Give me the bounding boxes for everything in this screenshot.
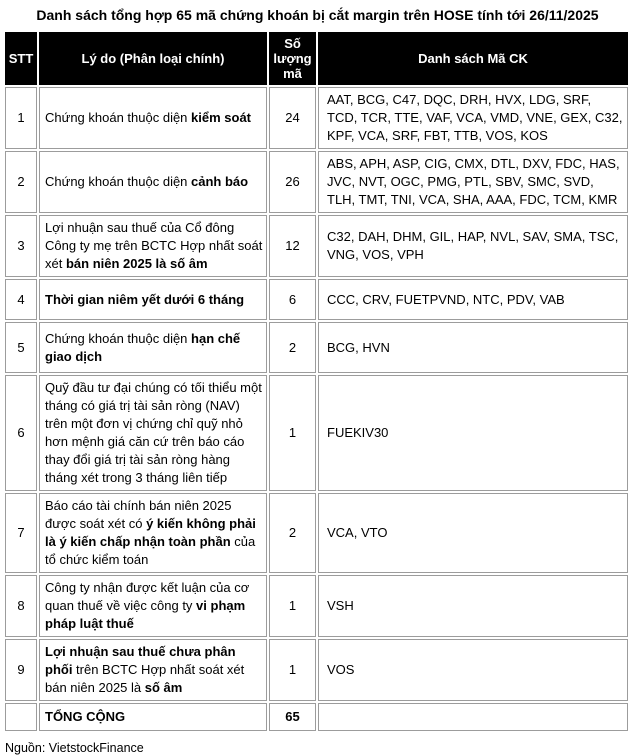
count-cell: 1	[269, 575, 316, 637]
table-row	[5, 575, 628, 637]
count-cell: 12	[269, 215, 316, 277]
count-cell: 24	[269, 87, 316, 149]
row-number-cell: 8	[5, 575, 37, 637]
tickers-cell: FUEKIV30	[318, 375, 628, 491]
reason-cell: Quỹ đầu tư đại chúng có tối thiểu một tháng có giá trị tài sản ròng (NAV) trên một đơn vị chứng chỉ quỹ nhỏ hơn mệnh giá căn cứ trên báo cáo thay đổi giá trị tài sản ròng hàng tháng xét trong 3 tháng liên tiếp	[39, 375, 267, 491]
header-cell-reason: Lý do (Phân loại chính)	[39, 32, 267, 85]
reason-cell: Chứng khoán thuộc diện kiểm soát	[39, 87, 267, 149]
row-number-cell: 4	[5, 279, 37, 320]
tickers-cell: BCG, HVN	[318, 322, 628, 373]
reason-cell: Chứng khoán thuộc diện hạn chế giao dịch	[39, 322, 267, 373]
table-row	[5, 279, 628, 320]
total-empty-stt-cell	[5, 703, 37, 731]
row-number-cell: 9	[5, 639, 37, 701]
header-cell-tickers: Danh sách Mã CK	[318, 32, 628, 85]
table-row	[5, 322, 628, 373]
table-row	[5, 639, 628, 701]
total-label-cell: TỔNG CỘNG	[39, 703, 267, 731]
row-number-cell: 6	[5, 375, 37, 491]
table-row	[5, 493, 628, 573]
total-count-cell: 65	[269, 703, 316, 731]
header-cell-count: Số lượng mã	[269, 32, 316, 85]
tickers-cell: ABS, APH, ASP, CIG, CMX, DTL, DXV, FDC, HAS, JVC, NVT, OGC, PMG, PTL, SBV, SMC, SVD, TLH, TMT, TNI, VCA, SHA, AAA, FDC, TCM, KMR	[318, 151, 628, 213]
count-cell: 2	[269, 322, 316, 373]
tickers-cell: VSH	[318, 575, 628, 637]
reason-cell: Lợi nhuận sau thuế chưa phân phối trên BCTC Hợp nhất soát xét bán niên 2025 là số âm	[39, 639, 267, 701]
table-total-section	[5, 703, 628, 731]
tickers-cell: VOS	[318, 639, 628, 701]
table-row	[5, 87, 628, 149]
table-row	[5, 151, 628, 213]
tickers-cell: AAT, BCG, C47, DQC, DRH, HVX, LDG, SRF, TCD, TCR, TTE, VAF, VCA, VMD, VNE, GEX, C32, KPF, VCA, SRF, FBT, TTB, VOS, KOS	[318, 87, 628, 149]
count-cell: 26	[269, 151, 316, 213]
row-number-cell: 1	[5, 87, 37, 149]
table-row	[5, 375, 628, 491]
page-title: Danh sách tổng hợp 65 mã chứng khoán bị cắt margin trên HOSE tính tới 26/11/2025	[36, 7, 599, 23]
tickers-cell: CCC, CRV, FUETPVND, NTC, PDV, VAB	[318, 279, 628, 320]
margin-cut-table	[3, 30, 630, 733]
header-cell-stt: STT	[5, 32, 37, 85]
tickers-cell: C32, DAH, DHM, GIL, HAP, NVL, SAV, SMA, TSC, VNG, VOS, VPH	[318, 215, 628, 277]
row-number-cell: 5	[5, 322, 37, 373]
count-cell: 2	[269, 493, 316, 573]
total-empty-tickers-cell	[318, 703, 628, 731]
reason-cell: Chứng khoán thuộc diện cảnh báo	[39, 151, 267, 213]
reason-cell: Lợi nhuận sau thuế của Cổ đông Công ty mẹ trên BCTC Hợp nhất soát xét bán niên 2025 là số âm	[39, 215, 267, 277]
table-row	[5, 215, 628, 277]
row-number-cell: 3	[5, 215, 37, 277]
reason-cell: Thời gian niêm yết dưới 6 tháng	[39, 279, 267, 320]
tickers-cell: VCA, VTO	[318, 493, 628, 573]
reason-cell: Báo cáo tài chính bán niên 2025 được soát xét có ý kiến không phải là ý kiến chấp nhận toàn phần của tổ chức kiểm toán	[39, 493, 267, 573]
count-cell: 1	[269, 375, 316, 491]
source-note: Nguồn: VietstockFinance	[5, 741, 144, 755]
count-cell: 1	[269, 639, 316, 701]
row-number-cell: 2	[5, 151, 37, 213]
row-number-cell: 7	[5, 493, 37, 573]
count-cell: 6	[269, 279, 316, 320]
table-header-row	[5, 32, 628, 85]
table-body	[5, 87, 628, 701]
total-row	[5, 703, 628, 731]
reason-cell: Công ty nhận được kết luận của cơ quan thuế về việc công ty vi phạm pháp luật thuế	[39, 575, 267, 637]
